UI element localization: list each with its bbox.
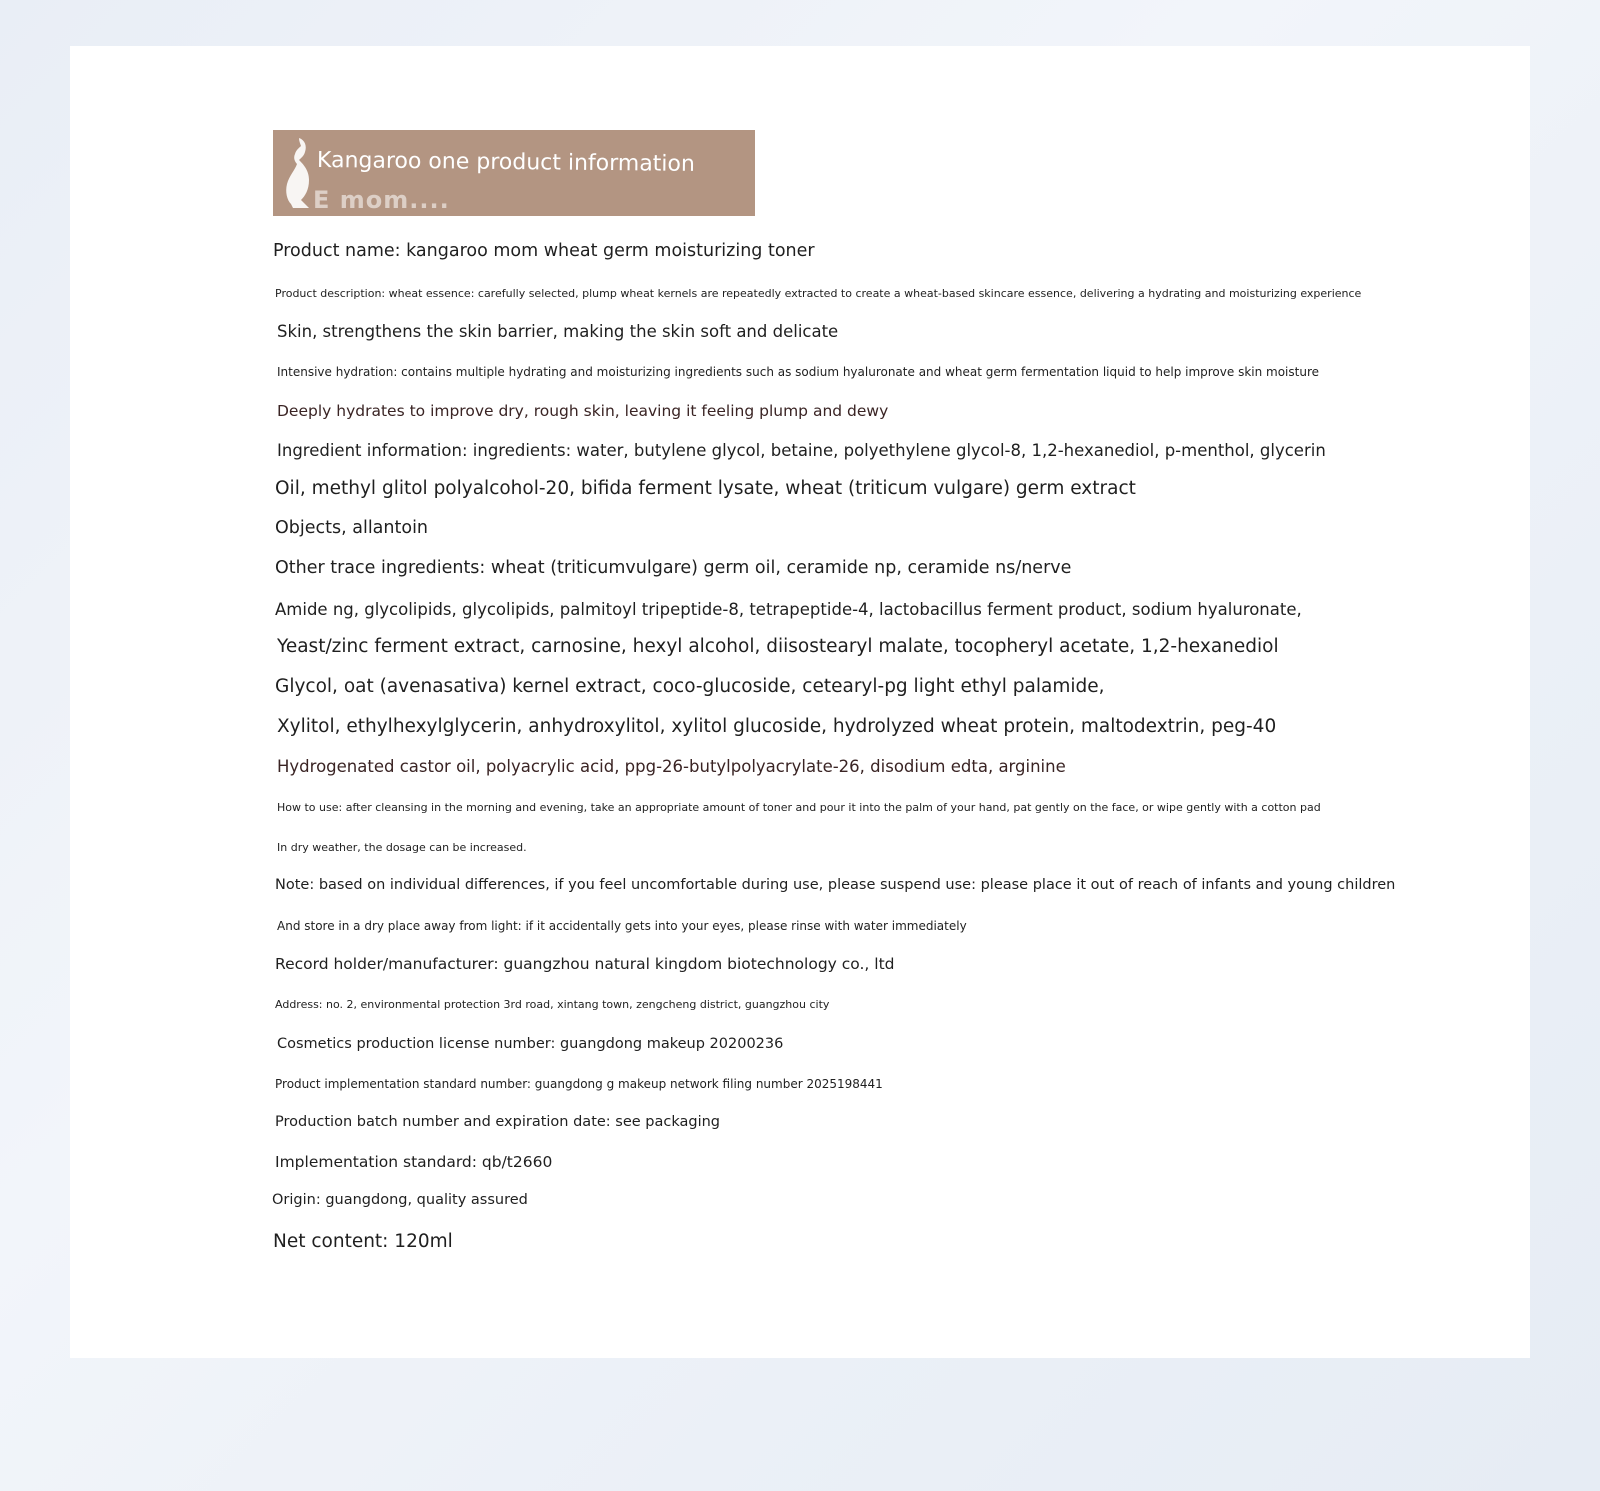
hydration-line: Intensive hydration: contains multiple hydrating and moisturizing ingredients such as sodium hyaluronate and wheat germ fermentation liquid to help improve skin moisture [277, 365, 1320, 379]
implementation-standard-number-line: Product implementation standard number: guangdong g makeup network filing number 2025198441 [275, 1077, 883, 1091]
trace-ingredients-line-5: Xylitol, ethylhexylglycerin, anhydroxylitol, xylitol glucoside, hydrolyzed wheat protein, maltodextrin, peg-40 [277, 716, 1277, 737]
note-line: Note: based on individual differences, if you feel uncomfortable during use, please suspend use: please place it out of reach of infants and young children [275, 877, 1396, 893]
ingredient-line-3: Objects, allantoin [275, 518, 429, 538]
production-license-line: Cosmetics production license number: guangdong makeup 20200236 [277, 1036, 784, 1052]
trace-ingredients-line-6: Hydrogenated castor oil, polyacrylic acid, ppg-26-butylpolyacrylate-26, disodium edta, arginine [277, 757, 1066, 776]
product-description-line: Product description: wheat essence: carefully selected, plump wheat kernels are repeatedly extracted to create a wheat-based skincare essence, delivering a hydrating and moisturizing experience [275, 287, 1362, 300]
trace-ingredients-line-3: Yeast/zinc ferment extract, carnosine, hexyl alcohol, diisostearyl malate, tocopheryl acetate, 1,2-hexanediol [277, 636, 1279, 657]
manufacturer-line: Record holder/manufacturer: guangzhou natural kingdom biotechnology co., ltd [275, 955, 895, 973]
storage-line: And store in a dry place away from light: if it accidentally gets into your eyes, please rinse with water immediately [277, 919, 967, 933]
implementation-standard-line: Implementation standard: qb/t2660 [275, 1153, 553, 1171]
product-name-line: Product name: kangaroo mom wheat germ moisturizing toner [273, 241, 815, 261]
description-continued-line: Skin, strengthens the skin barrier, making the skin soft and delicate [277, 322, 839, 341]
hydration-continued-line: Deeply hydrates to improve dry, rough skin, leaving it feeling plump and dewy [277, 402, 889, 420]
origin-line: Origin: guangdong, quality assured [272, 1192, 528, 1208]
banner-ghost-text: E mom.... [313, 186, 450, 214]
ingredient-line-2: Oil, methyl glitol polyalcohol-20, bifida ferment lysate, wheat (triticum vulgare) germ extract [275, 478, 1136, 499]
trace-ingredients-line-4: Glycol, oat (avenasativa) kernel extract, coco-glucoside, cetearyl-pg light ethyl palamide, [275, 676, 1105, 697]
banner-title: Kangaroo one product information [316, 148, 696, 177]
how-to-use-line: How to use: after cleansing in the morning and evening, take an appropriate amount of toner and pour it into the palm of your hand, pat gently on the face, or wipe gently with a cotton pad [277, 801, 1321, 814]
trace-ingredients-line: Other trace ingredients: wheat (triticumvulgare) germ oil, ceramide np, ceramide ns/nerve [275, 558, 1072, 578]
title-banner [273, 130, 755, 216]
ingredient-information-line: Ingredient information: ingredients: water, butylene glycol, betaine, polyethylene glycol-8, 1,2-hexanediol, p-menthol, glycerin [277, 441, 1326, 460]
net-content-line: Net content: 120ml [273, 1231, 453, 1252]
batch-expiration-line: Production batch number and expiration date: see packaging [275, 1114, 721, 1130]
trace-ingredients-line-2: Amide ng, glycolipids, glycolipids, palmitoyl tripeptide-8, tetrapeptide-4, lactobacillus ferment product, sodium hyaluronate, [275, 600, 1302, 619]
how-to-use-continued-line: In dry weather, the dosage can be increased. [277, 841, 527, 854]
address-line: Address: no. 2, environmental protection 3rd road, xintang town, zengcheng district, guangzhou city [275, 998, 830, 1011]
